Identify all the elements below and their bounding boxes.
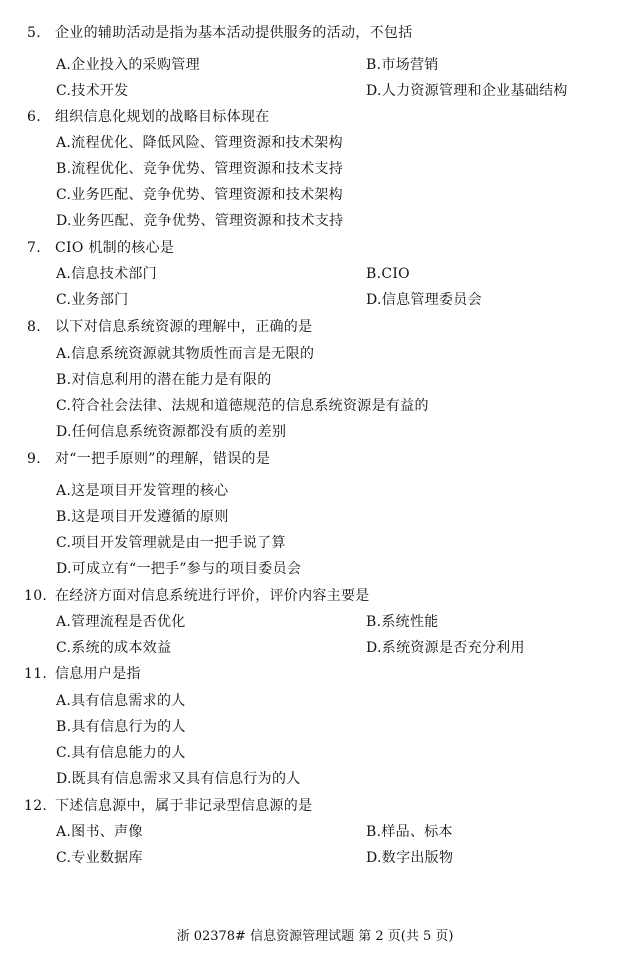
- option-a: [56, 482, 228, 500]
- question-number: 9.: [27, 451, 41, 467]
- option-letter: D.: [56, 213, 72, 229]
- option-text: 具有信息需求的人: [71, 693, 186, 709]
- option-letter: D.: [56, 771, 72, 787]
- option-c: [56, 744, 186, 762]
- option-letter: B.: [56, 719, 72, 735]
- option-text: 市场营销: [381, 57, 439, 73]
- option-text: 信息技术部门: [71, 266, 157, 282]
- option-b: [366, 56, 439, 74]
- option-text: 可成立有“一把手”参与的项目委员会: [71, 561, 302, 577]
- option-text: 图书、声像: [71, 824, 143, 840]
- option-text: 业务部门: [71, 292, 129, 308]
- option-text: 流程优化、降低风险、管理资源和技术架构: [71, 135, 343, 151]
- option-b: [366, 613, 439, 631]
- option-letter: B.: [56, 509, 72, 525]
- question-number: 8.: [27, 319, 41, 335]
- option-b: [56, 160, 343, 178]
- option-d: [56, 212, 343, 230]
- option-d: [366, 82, 568, 100]
- option-text: 人力资源管理和企业基础结构: [381, 83, 568, 99]
- option-d: [366, 291, 482, 309]
- option-text: 流程优化、竞争优势、管理资源和技术支持: [71, 161, 344, 177]
- option-letter: A.: [56, 614, 72, 630]
- option-b: [366, 265, 410, 283]
- option-text: 业务匹配、竞争优势、管理资源和技术架构: [71, 187, 343, 203]
- option-text: 任何信息系统资源都没有质的差别: [71, 424, 287, 440]
- option-b: [56, 718, 186, 736]
- question-9-stem-line: [27, 450, 271, 468]
- question-stem: 在经济方面对信息系统进行评价，评价内容主要是: [55, 588, 370, 604]
- option-letter: A.: [56, 824, 72, 840]
- option-d: [56, 560, 301, 578]
- question-11-stem-line: [24, 665, 141, 683]
- option-d: [366, 849, 453, 867]
- option-text: 对信息利用的潜在能力是有限的: [71, 372, 272, 388]
- option-a: [56, 134, 343, 152]
- option-text: 信息系统资源就其物质性而言是无限的: [71, 346, 315, 362]
- option-letter: C.: [56, 187, 72, 203]
- option-c: [56, 397, 429, 415]
- option-d: [56, 423, 286, 441]
- option-letter: A.: [56, 135, 72, 151]
- question-number: 7.: [27, 240, 41, 256]
- question-6-stem-line: [27, 108, 270, 126]
- option-letter: B.: [366, 266, 382, 282]
- question-stem: CIO 机制的核心是: [55, 240, 175, 256]
- question-number: 11.: [24, 666, 48, 682]
- option-text: 信息管理委员会: [381, 292, 482, 308]
- question-stem: 以下对信息系统资源的理解中，正确的是: [55, 319, 313, 335]
- question-5-stem-line: [27, 24, 413, 42]
- option-text: 既具有信息需求又具有信息行为的人: [71, 771, 301, 787]
- option-a: [56, 692, 186, 710]
- option-letter: B.: [366, 824, 382, 840]
- question-7-stem-line: [27, 239, 175, 257]
- page-footer: 浙 02378# 信息资源管理试题 第 2 页(共 5 页): [176, 929, 454, 944]
- option-c: [56, 186, 343, 204]
- question-stem: 对“一把手原则”的理解，错误的是: [55, 451, 271, 467]
- option-text: 企业投入的采购管理: [71, 57, 200, 73]
- option-text: 符合社会法律、法规和道德规范的信息系统资源是有益的: [71, 398, 429, 414]
- question-number: 5.: [27, 25, 41, 41]
- option-d: [56, 770, 301, 788]
- question-stem: 信息用户是指: [55, 666, 141, 682]
- option-letter: C.: [56, 745, 72, 761]
- option-d: [366, 639, 525, 657]
- option-letter: B.: [366, 614, 382, 630]
- question-number: 10.: [24, 588, 48, 604]
- option-letter: A.: [56, 57, 72, 73]
- option-letter: C.: [56, 83, 72, 99]
- option-letter: D.: [366, 850, 382, 866]
- option-c: [56, 291, 128, 309]
- option-letter: C.: [56, 292, 72, 308]
- option-c: [56, 849, 143, 867]
- option-text: 项目开发管理就是由一把手说了算: [71, 535, 286, 551]
- option-letter: C.: [56, 535, 72, 551]
- option-text: 数字出版物: [381, 850, 454, 866]
- option-c: [56, 82, 128, 100]
- option-a: [56, 823, 143, 841]
- option-text: 这是项目开发管理的核心: [71, 483, 229, 499]
- option-b: [56, 508, 229, 526]
- option-text: 具有信息能力的人: [71, 745, 186, 761]
- option-text: 业务匹配、竞争优势、管理资源和技术支持: [71, 213, 344, 229]
- option-text: 具有信息行为的人: [71, 719, 186, 735]
- option-text: 系统的成本效益: [71, 640, 172, 656]
- option-b: [56, 371, 272, 389]
- question-stem: 组织信息化规划的战略目标体现在: [55, 109, 270, 125]
- option-text: 技术开发: [71, 83, 129, 99]
- option-letter: A.: [56, 346, 72, 362]
- question-stem: 下述信息源中，属于非记录型信息源的是: [55, 798, 313, 814]
- option-b: [366, 823, 453, 841]
- option-a: [56, 613, 186, 631]
- option-text: 这是项目开发遵循的原则: [71, 509, 229, 525]
- option-text: 系统性能: [381, 614, 439, 630]
- option-a: [56, 345, 314, 363]
- option-letter: D.: [366, 83, 382, 99]
- option-letter: B.: [56, 161, 72, 177]
- option-letter: C.: [56, 850, 72, 866]
- question-number: 6.: [27, 109, 41, 125]
- option-letter: A.: [56, 483, 72, 499]
- option-letter: C.: [56, 398, 72, 414]
- option-a: [56, 56, 200, 74]
- option-letter: A.: [56, 693, 72, 709]
- question-stem: 企业的辅助活动是指为基本活动提供服务的活动，不包括: [55, 25, 413, 41]
- question-12-stem-line: [24, 797, 313, 815]
- option-text: 系统资源是否充分利用: [381, 640, 525, 656]
- option-text: 管理流程是否优化: [71, 614, 186, 630]
- option-c: [56, 639, 171, 657]
- option-letter: B.: [56, 372, 72, 388]
- option-letter: D.: [56, 424, 72, 440]
- option-text: 样品、标本: [381, 824, 453, 840]
- question-number: 12.: [24, 798, 48, 814]
- option-letter: D.: [56, 561, 72, 577]
- option-letter: D.: [366, 640, 382, 656]
- option-a: [56, 265, 157, 283]
- question-10-stem-line: [24, 587, 370, 605]
- question-8-stem-line: [27, 318, 313, 336]
- option-letter: D.: [366, 292, 382, 308]
- option-text: 专业数据库: [71, 850, 143, 866]
- option-letter: C.: [56, 640, 72, 656]
- option-c: [56, 534, 286, 552]
- option-text: CIO: [381, 266, 410, 282]
- option-letter: A.: [56, 266, 72, 282]
- option-letter: B.: [366, 57, 382, 73]
